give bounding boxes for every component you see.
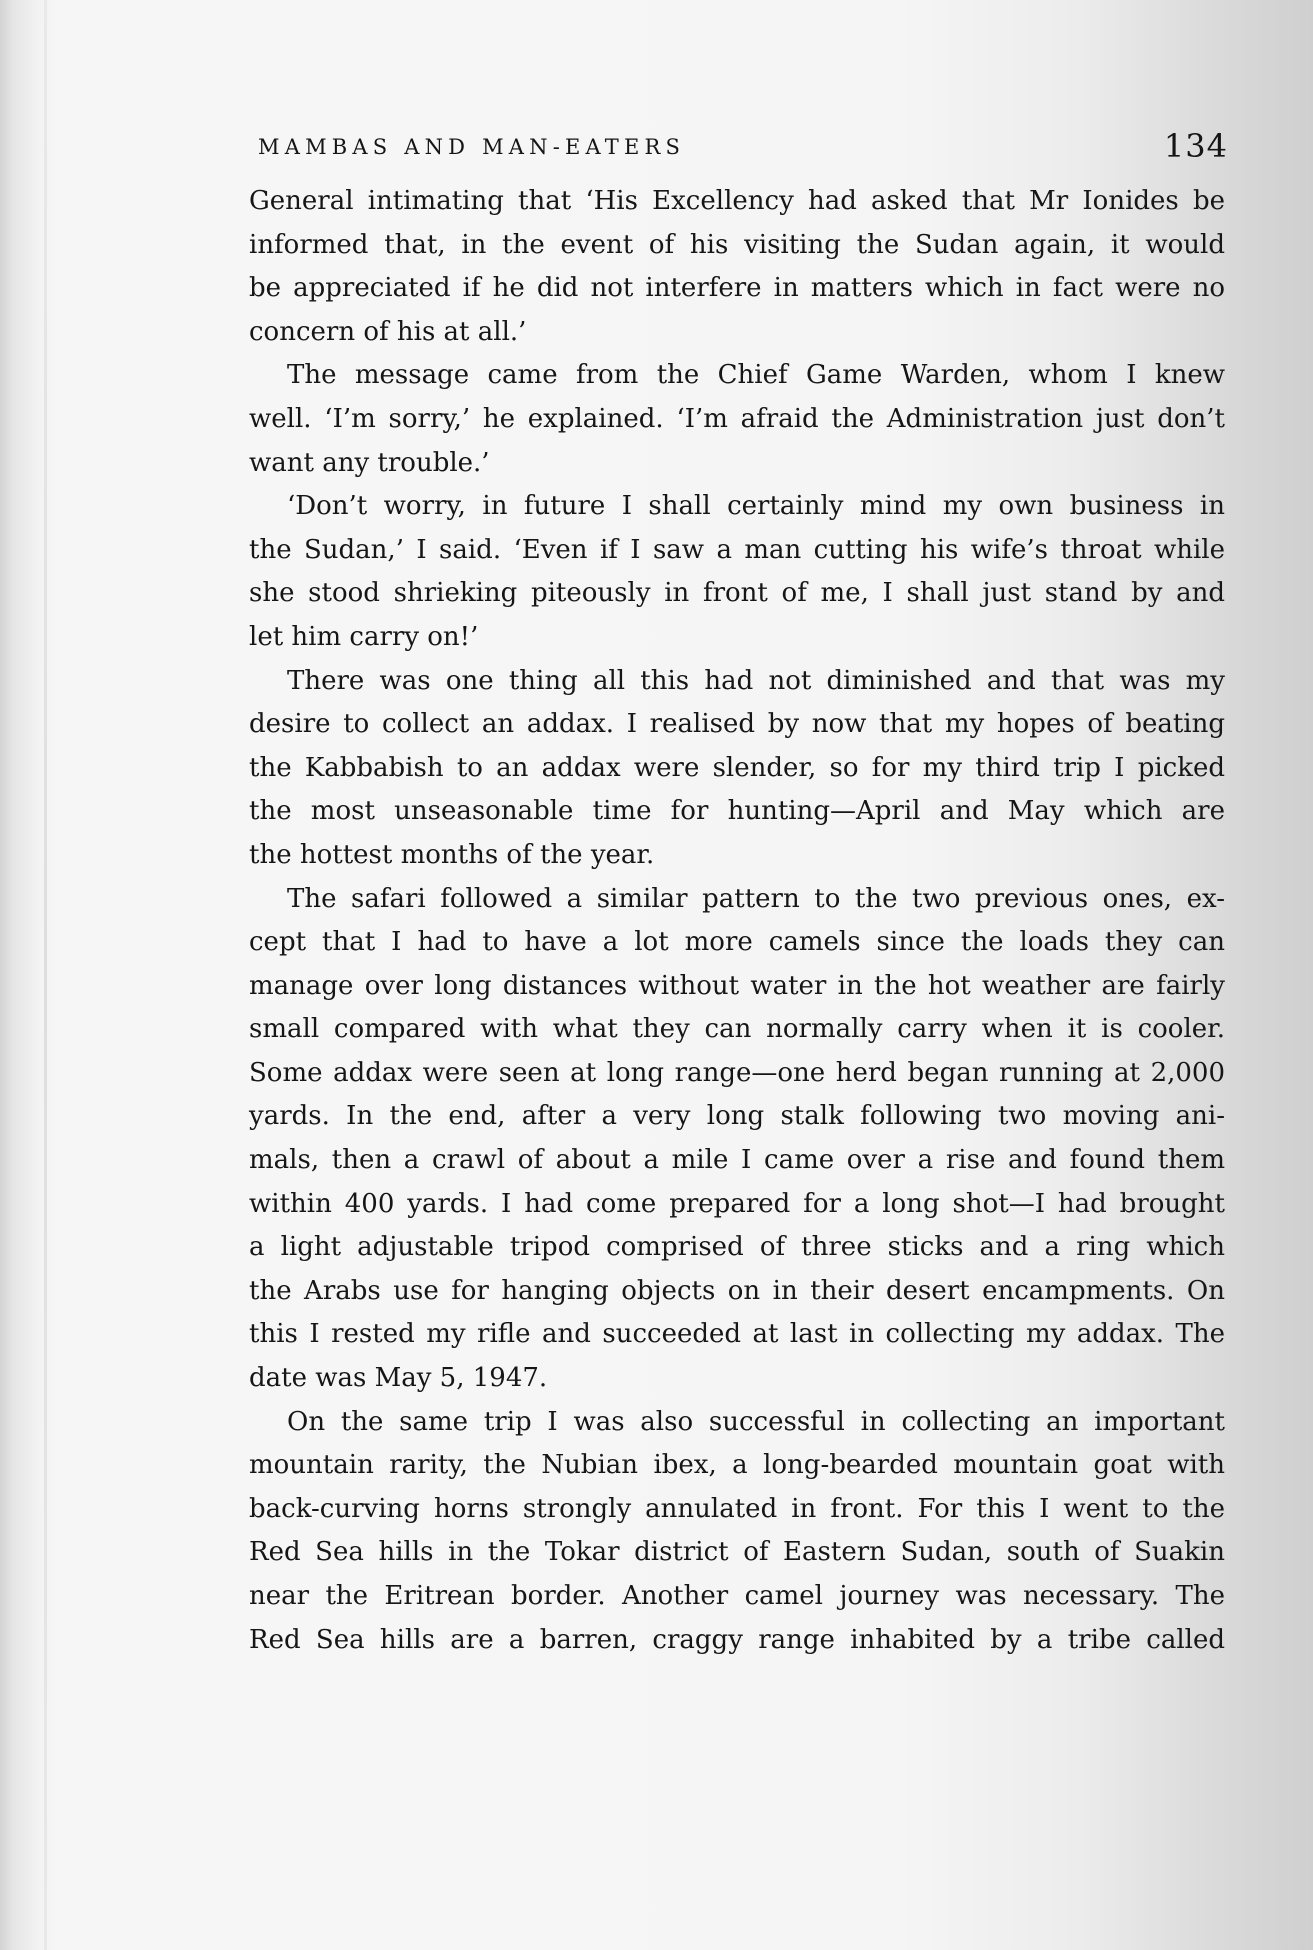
- text-line: Red Sea hills are a barren, craggy range inhabited by a tribe called: [249, 1624, 1225, 1655]
- text-line: There was one thing all this had not diminished and that was my: [287, 665, 1225, 696]
- text-line: The message came from the Chief Game Warden, whom I knew: [287, 360, 1225, 391]
- text-line: the Kabbabish to an addax were slender, so for my third trip I picked: [249, 752, 1225, 783]
- text-line: mals, then a crawl of about a mile I came over a rise and found them: [249, 1145, 1225, 1176]
- text-line: back-curving horns strongly annulated in front. For this I went to the: [249, 1493, 1225, 1524]
- text-line: ‘Don’t worry, in future I shall certainly mind my own business in: [287, 491, 1225, 522]
- text-line: cept that I had to have a lot more camels since the loads they can: [249, 927, 1225, 958]
- page-number: 134: [1163, 127, 1228, 165]
- text-line: within 400 yards. I had come prepared for a long shot—I had brought: [249, 1188, 1225, 1219]
- text-line: a light adjustable tripod comprised of three sticks and a ring which: [249, 1232, 1225, 1263]
- text-line: want any trouble.’: [249, 447, 490, 478]
- text-line: Some addax were seen at long range—one herd began running at 2,000: [249, 1057, 1225, 1088]
- text-line: informed that, in the event of his visiting the Sudan again, it would: [249, 229, 1225, 260]
- text-line: the Arabs use for hanging objects on in their desert encampments. On: [249, 1275, 1225, 1306]
- text-line: date was May 5, 1947.: [249, 1363, 548, 1394]
- body-text: [249, 180, 1225, 1662]
- text-line: she stood shrieking piteously in front of me, I shall just stand by and: [249, 578, 1225, 609]
- text-line: small compared with what they can normally carry when it is cooler.: [249, 1014, 1225, 1045]
- text-line: General intimating that ‘His Excellency had asked that Mr Ionides be: [249, 186, 1225, 216]
- text-line: this I rested my rifle and succeeded at last in collecting my addax. The: [249, 1319, 1225, 1350]
- text-line: be appreciated if he did not interfere in matters which in fact were no: [249, 273, 1225, 304]
- text-line: yards. In the end, after a very long stalk following two moving ani-: [249, 1101, 1225, 1132]
- text-line: let him carry on!’: [249, 621, 479, 652]
- text-line: Red Sea hills in the Tokar district of Eastern Sudan, south of Suakin: [249, 1537, 1225, 1568]
- text-line: desire to collect an addax. I realised by now that my hopes of beating: [249, 709, 1225, 740]
- text-line: concern of his at all.’: [249, 316, 527, 347]
- text-line: manage over long distances without water in the hot weather are fairly: [249, 970, 1225, 1001]
- text-line: The safari followed a similar pattern to the two previous ones, ex-: [287, 883, 1225, 914]
- text-line: the Sudan,’ I said. ‘Even if I saw a man cutting his wife’s throat while: [249, 534, 1225, 565]
- running-title: MAMBAS AND MAN-EATERS: [258, 135, 686, 159]
- running-head: [258, 127, 1228, 173]
- text-line: the most unseasonable time for hunting—April and May which are: [249, 796, 1225, 827]
- text-line: the hottest months of the year.: [249, 839, 655, 870]
- text-line: well. ‘I’m sorry,’ he explained. ‘I’m afraid the Administration just don’t: [249, 403, 1225, 434]
- text-line: On the same trip I was also successful in collecting an important: [287, 1406, 1225, 1437]
- text-line: mountain rarity, the Nubian ibex, a long-bearded mountain goat with: [249, 1450, 1225, 1481]
- binding-gutter: [44, 0, 47, 1950]
- text-line: near the Eritrean border. Another camel journey was necessary. The: [249, 1581, 1225, 1611]
